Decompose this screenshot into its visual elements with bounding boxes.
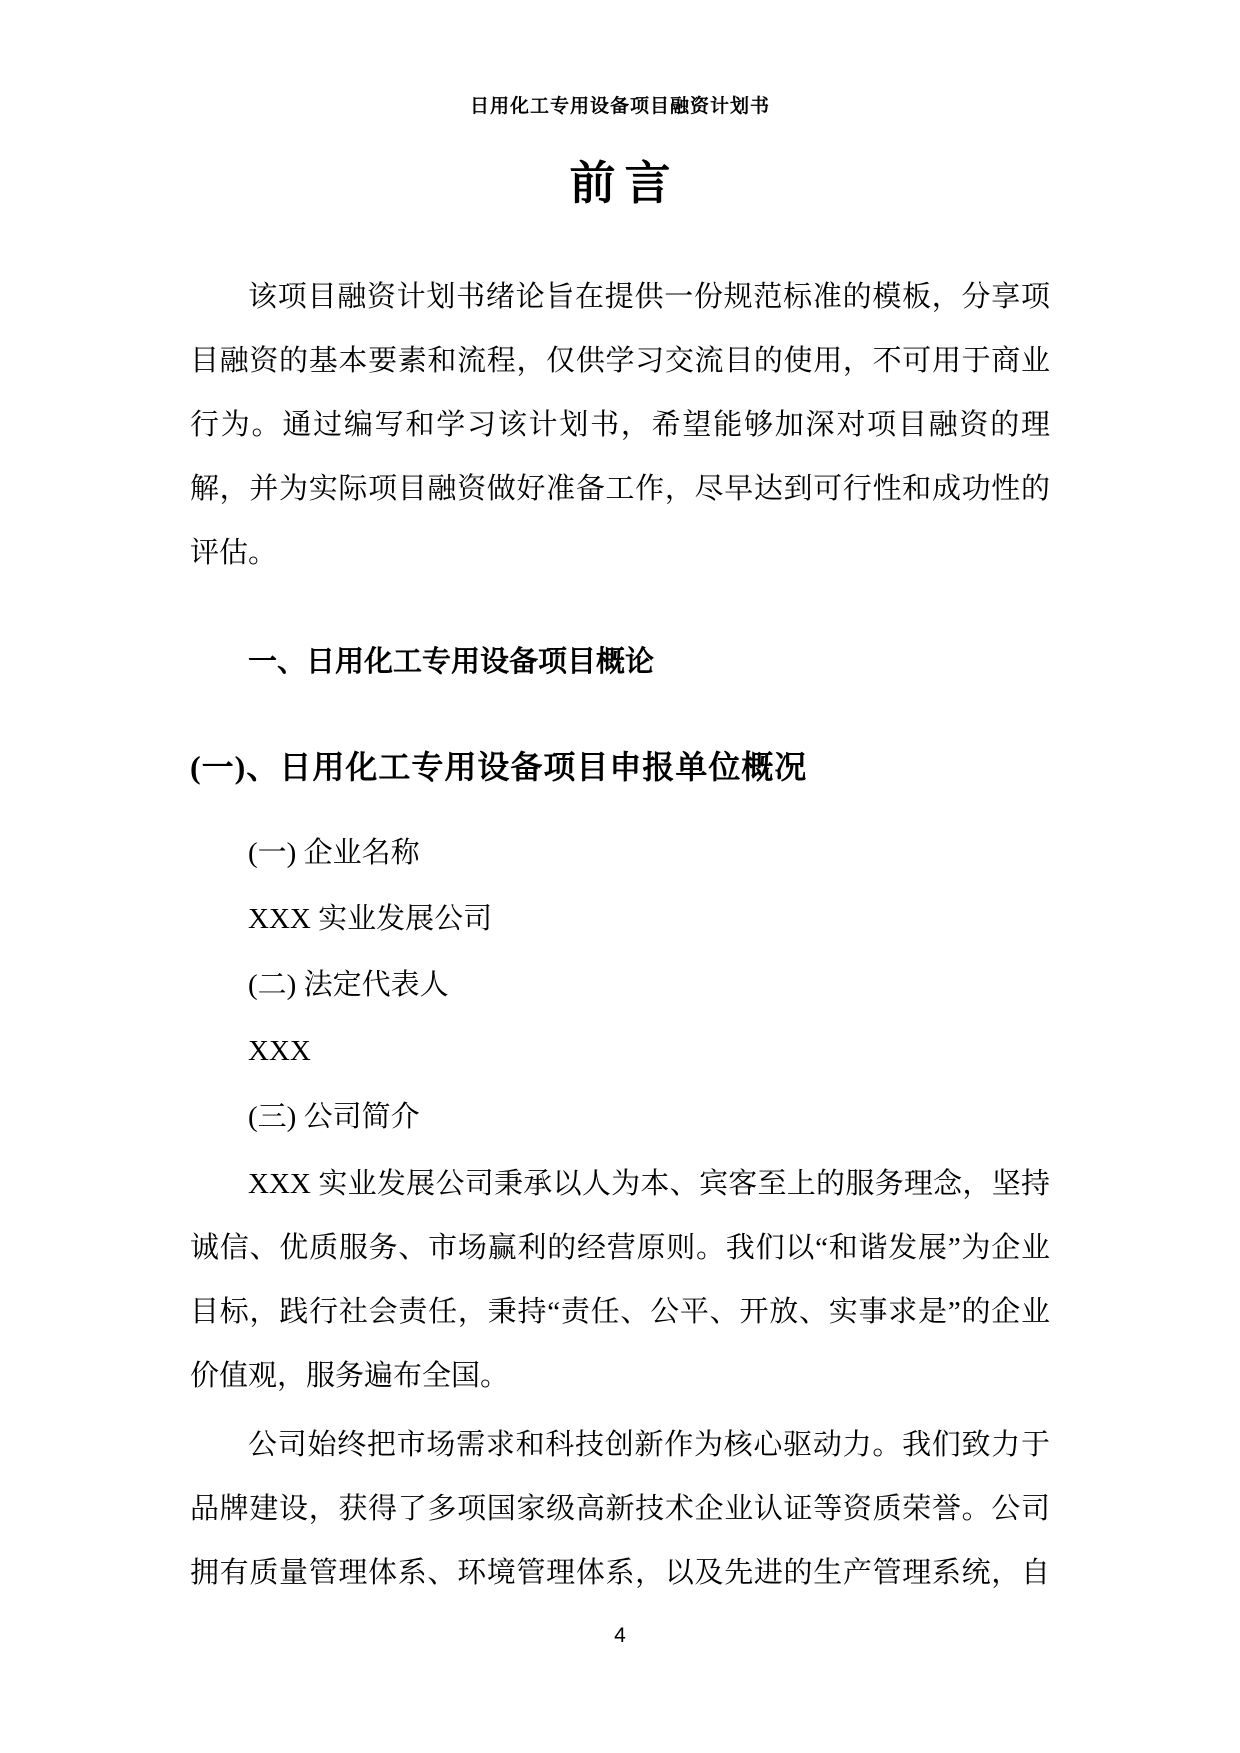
subsection-heading: (一)、日用化工专用设备项目申报单位概况 [190,749,808,785]
page-body [190,265,1050,1605]
page-header-text: 日用化工专用设备项目融资计划书 [469,96,770,117]
intro-paragraph: 该项目融资计划书绪论旨在提供一份规范标准的模板，分享项目融资的基本要素和流程，仅供学习交流目的使用，不可用于商业行为。通过编写和学习该计划书，希望能够加深对项目融资的理解，并为实际项目融资做好准备工作，尽早达到可行性和成功性的评估。 [190,281,1050,569]
list-item: (一) 企业名称 [248,837,420,869]
list-item: (三) 公司简介 [248,1101,420,1133]
section-heading: 一、日用化工专用设备项目概论 [248,646,655,678]
page-number: 4 [614,1624,626,1647]
document-title: 前言 [569,158,680,209]
company-info-list [190,820,1050,1150]
list-item: XXX 实业发展公司 [248,903,493,935]
list-item: XXX [248,1035,311,1067]
company-strength-paragraph: 公司始终把市场需求和科技创新作为核心驱动力。我们致力于品牌建设，获得了多项国家级高新技术企业认证等资质荣誉。公司拥有质量管理体系、环境管理体系，以及先进的生产管理系统，自 [190,1429,1050,1589]
company-profile-paragraph: XXX 实业发展公司秉承以人为本、宾客至上的服务理念，坚持诚信、优质服务、市场赢利的经营原则。我们以“和谐发展”为企业目标，践行社会责任，秉持“责任、公平、开放、实事求是”的企业价值观，服务遍布全国。 [190,1168,1050,1392]
list-item: (二) 法定代表人 [248,969,449,1001]
